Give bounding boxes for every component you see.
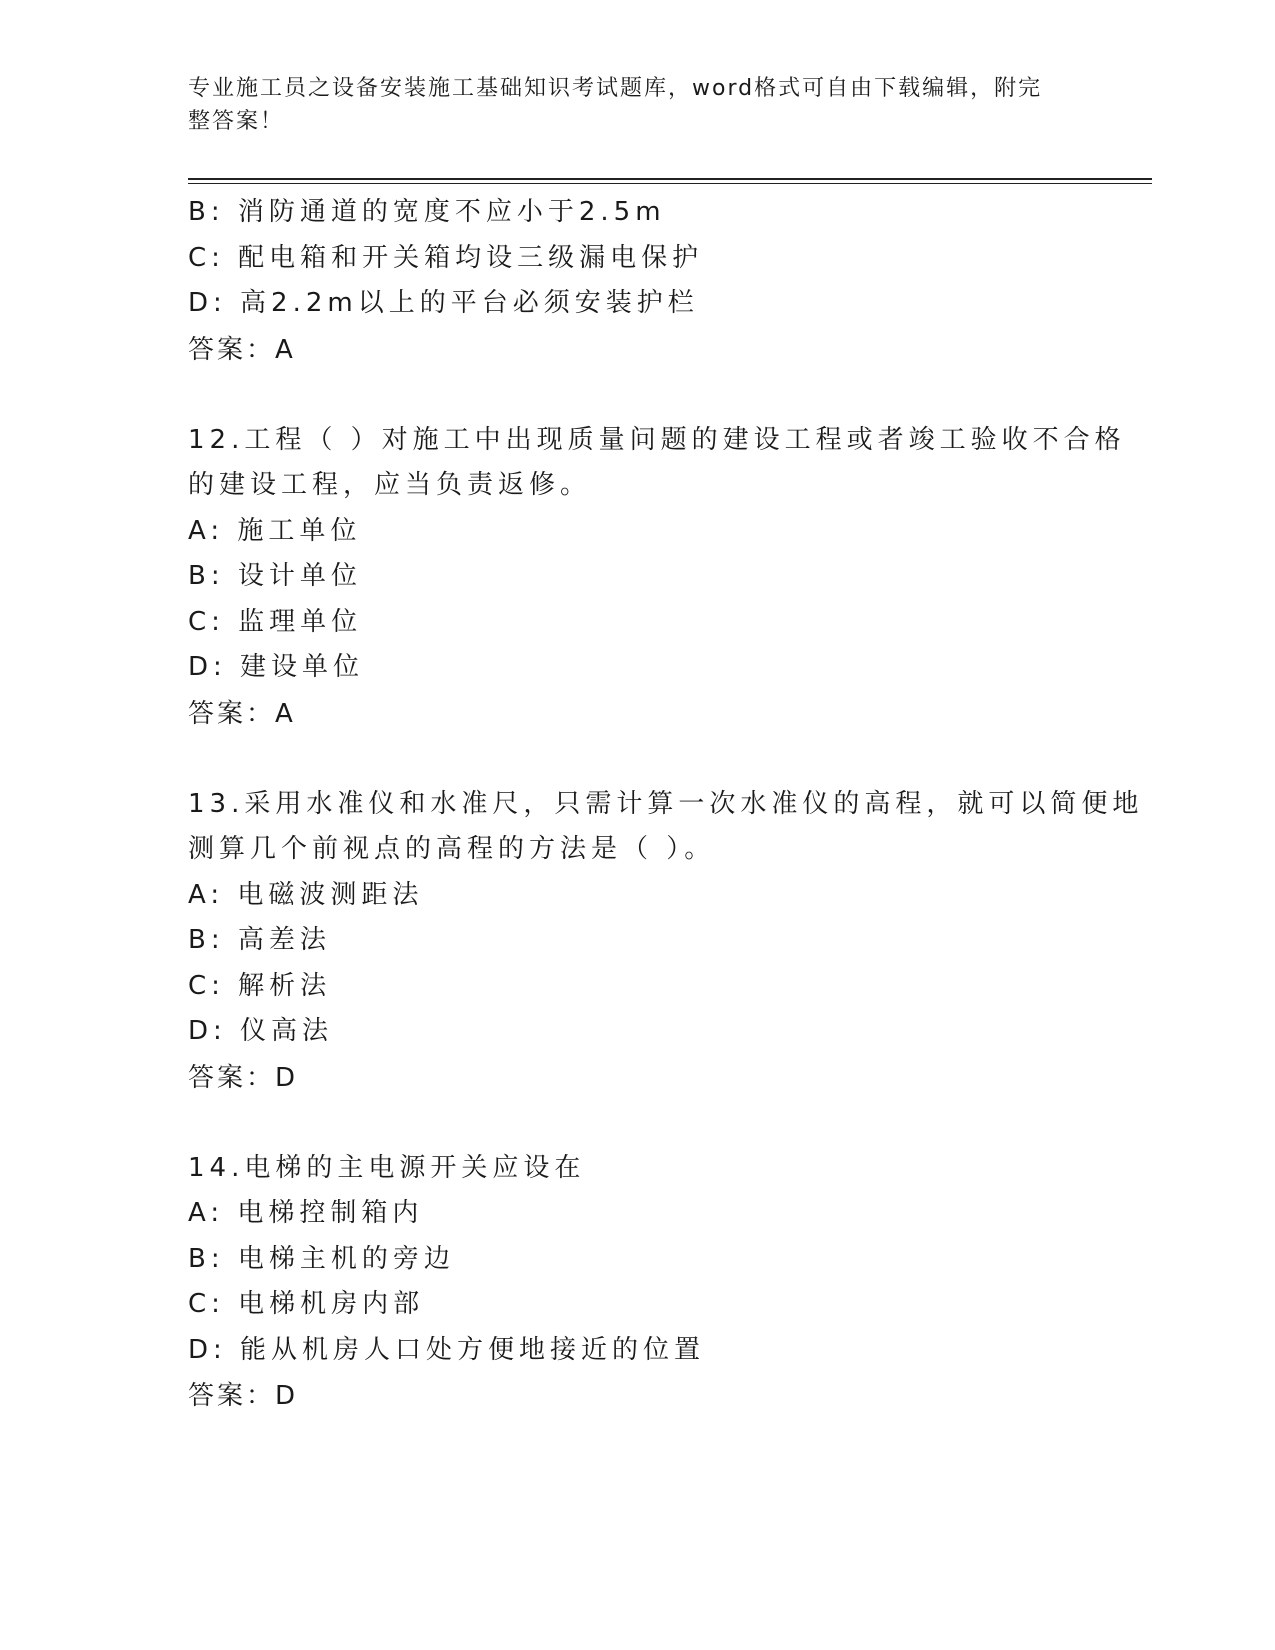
option-b: B: 设计单位 [188,561,362,591]
question-11-continued [188,190,1088,373]
option-d: D: 建设单位 [188,652,365,682]
option-c: C: 电梯机房内部 [188,1289,425,1319]
option-c: C: 解析法 [188,970,332,1001]
document-header [188,72,1068,138]
option-b: B: 电梯主机的旁边 [188,1243,455,1274]
question-12 [188,418,1126,737]
answer-line: 答案：D [188,1381,299,1411]
question-stem-continued: 的建设工程，应当负责返修。 [188,470,592,500]
header-divider-thick [188,178,1152,180]
header-divider-thin [188,183,1152,184]
question-14 [188,1146,1088,1420]
question-stem: 14.电梯的主电源开关应设在 [188,1152,586,1183]
option-a: A: 施工单位 [188,515,362,546]
question-stem-continued: 测算几个前视点的高程的方法是（ ）。 [188,834,716,864]
question-13 [188,782,1144,1101]
option-a: A: 电磁波测距法 [188,879,424,910]
answer-line: 答案：D [188,1062,299,1093]
option-a: A: 电梯控制箱内 [188,1198,424,1228]
question-stem: 12.工程（ ）对施工中出现质量问题的建设工程或者竣工验收不合格 [188,424,1126,455]
header-line-1: 专业施工员之设备安装施工基础知识考试题库，word格式可自由下载编辑，附完 [188,76,1043,101]
option-d: D: 高2.2m以上的平台必须安装护栏 [188,288,699,318]
option-d: D: 能从机房人口处方便地接近的位置 [188,1334,706,1365]
option-c: C: 配电箱和开关箱均设三级漏电保护 [188,242,704,273]
option-b: B: 消防通道的宽度不应小于2.5m [188,197,666,227]
question-stem: 13.采用水准仪和水准尺，只需计算一次水准仪的高程，就可以简便地 [188,788,1144,819]
question-list [188,190,1144,1419]
option-b: B: 高差法 [188,925,331,955]
option-d: D: 仪高法 [188,1016,334,1046]
answer-line: 答案：A [188,698,296,729]
header-line-2: 整答案！ [188,109,285,134]
option-c: C: 监理单位 [188,606,363,637]
answer-line: 答案：A [188,334,296,365]
